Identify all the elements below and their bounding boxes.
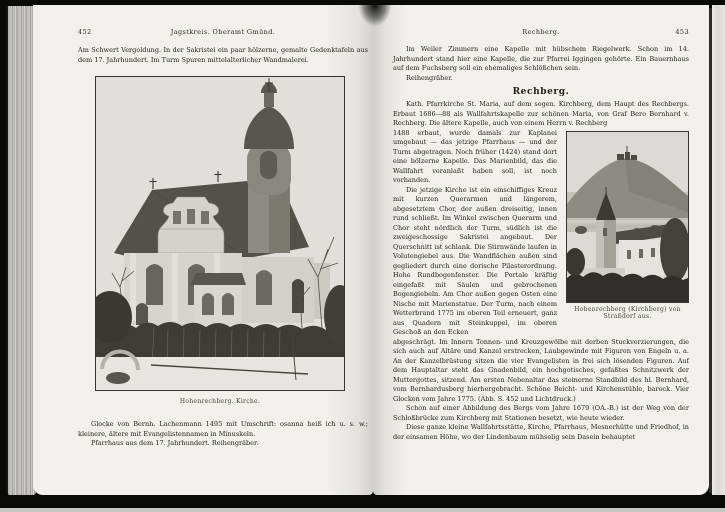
left-bottom-block [78, 420, 368, 449]
book-spread [0, 5, 725, 497]
hill-photo-illustration [567, 132, 688, 302]
church-paragraph-part2: 1488 erbaut, wurde damals zur Kaplanei umgebaut — das jetzige Pfarrhaus — und der Turm abgetragen. Noch früher (1424) stand dort eine hölzerne Kapelle. Das Marienbild, das die Wallfahrt veranlaßt haben soll, ist noch vorhanden. [393, 128, 557, 184]
text-wrap-zone [393, 129, 689, 338]
section-heading-rechberg: Rechberg. [512, 87, 570, 97]
left-running-head: Jagstkreis. Oberamt Gmünd. [170, 28, 276, 36]
interior-paragraph: abgeschrägt. Im Innern Tonnen- und Kreuzgewölbe mit derben Stuckverzierungen, die sich auch auf Altäre und Kanzel erstrecken, Laubgewinde mit Figuren von Engeln u. a. An der Kanzelbrüstung sitzen die vier Evangelisten in frei sich lösenden Figuren. Auf dem Hauptaltar steht das Gnadenbild, ein hochgotisches, gefaßtes Schnitzwerk der Muttergottes, sitzend. Am ersten Nebenaltar das steinerne Standbild des hl. Bernhard, vom Bernhardusberg hierhergebracht. Schöne Beicht- und Kirchenstühle, barock. Vier Glocken vom Jahre 1775. (Abb. S. 452 und Lichtdruck.) [393, 337, 689, 403]
right-closing-paragraph: Diese ganze kleine Wallfahrtsstätte, Kirche, Pfarrhaus, Mesnerhütte und Friedhof, in der einsamen Höhe, wo der Lindenbaum mühselig sein Dasein behauptet [393, 423, 689, 441]
scan-bottom-strip [0, 508, 725, 512]
hill-photo-figure [566, 131, 689, 320]
graves-line: Reihengräber. [406, 73, 453, 82]
left-closing-paragraph: Pfarrhaus aus dem 17. Jahrhundert. Reihengräber. [91, 439, 259, 447]
left-page-number: 452 [78, 28, 92, 36]
church-paragraph-part1: Kath. Pfarrkirche St. Maria, auf dem sogen. Kirchberg, dem Haupt des Rechbergs. Erbaut 1686—88 als Wallfahrtskapelle zur schönen Maria, von Graf Bero Bernhard v. Rechberg. Die ältere Kapelle, auch von einem Herrn v. Rechberg [393, 100, 689, 127]
bell-paragraph: Glocke von Bernh. Lachenmann 1495 mit Umschrift: osanna heiß ich u. s. w.; kleinere, ältere mit Evangelistennamen in Minuskeln. [78, 420, 368, 438]
zimmern-paragraph: Im Weiler Zimmern eine Kapelle mit hübschem Riegelwerk. Schon im 14. Jahrhundert stand hier eine Kapelle, die zur Pfarrei Iggingen gehörte. Ein Bauernhaus auf dem Fuchsberg soll ein ehemaliges Schlößchen sein. [393, 45, 689, 72]
left-photo-caption: Hohenrechberg. Kirche. [179, 398, 261, 405]
church-photo [95, 76, 345, 391]
right-page-text [393, 45, 689, 442]
hill-photo [566, 131, 689, 303]
right-page [373, 5, 709, 495]
left-intro-paragraph: Am Schwert Vergoldung. In der Sakristei ein paar hölzerne, gemalte Gedenktafeln aus dem 17. Jahrhundert. Im Turm Spuren mittelalterlicher Wandmalerei. [78, 46, 368, 64]
right-running-head: Rechberg. [522, 28, 560, 36]
left-page [33, 5, 373, 495]
right-photo-caption: Hohenrechberg (Kirchberg) von Straßdorf aus. [574, 305, 681, 320]
church-photo-illustration [96, 77, 344, 390]
right-page-edges [712, 5, 725, 495]
abbildung-paragraph: Schon auf einer Abbildung des Bergs vom Jahre 1679 (OA.-B.) ist der Weg von der Schloßbrücke zum Kirchberg mit Stationen besetzt, wie heute wieder. [393, 404, 689, 422]
left-page-edges [6, 6, 36, 495]
right-page-number: 453 [675, 28, 689, 36]
building-paragraph: Die jetzige Kirche ist ein einschiffiges Kreuz mit kurzen Querarmen und längerem, abgesetztem Chor, der außen dreiseitig, innen rund schließt. Im Winkel zwischen Querarm und Chor steht nördlich der Turm, südlich ist die zweigeschossige Sakristei angebaut. Der Querschnitt ist schlank. Die Stirnwände laufen in Volutengiebel aus. Die Wandflächen außen sind gegliedert durch eine dorische Pilasterordnung. Hohe Rundbogenfenster. Die Portale kräftig eingefaßt mit Säulen und gebrochenen Bogengiebeln. Am Chor außen gegen Osten eine Nische mit Marienstatue. Der Turm, nach einem Wetterbrand 1775 im oberen Teil erneuert, ganz aus Quadern mit Steinkuppel, im oberen Geschoß an den Ecken [393, 185, 557, 336]
gutter-shadow [352, 5, 398, 35]
